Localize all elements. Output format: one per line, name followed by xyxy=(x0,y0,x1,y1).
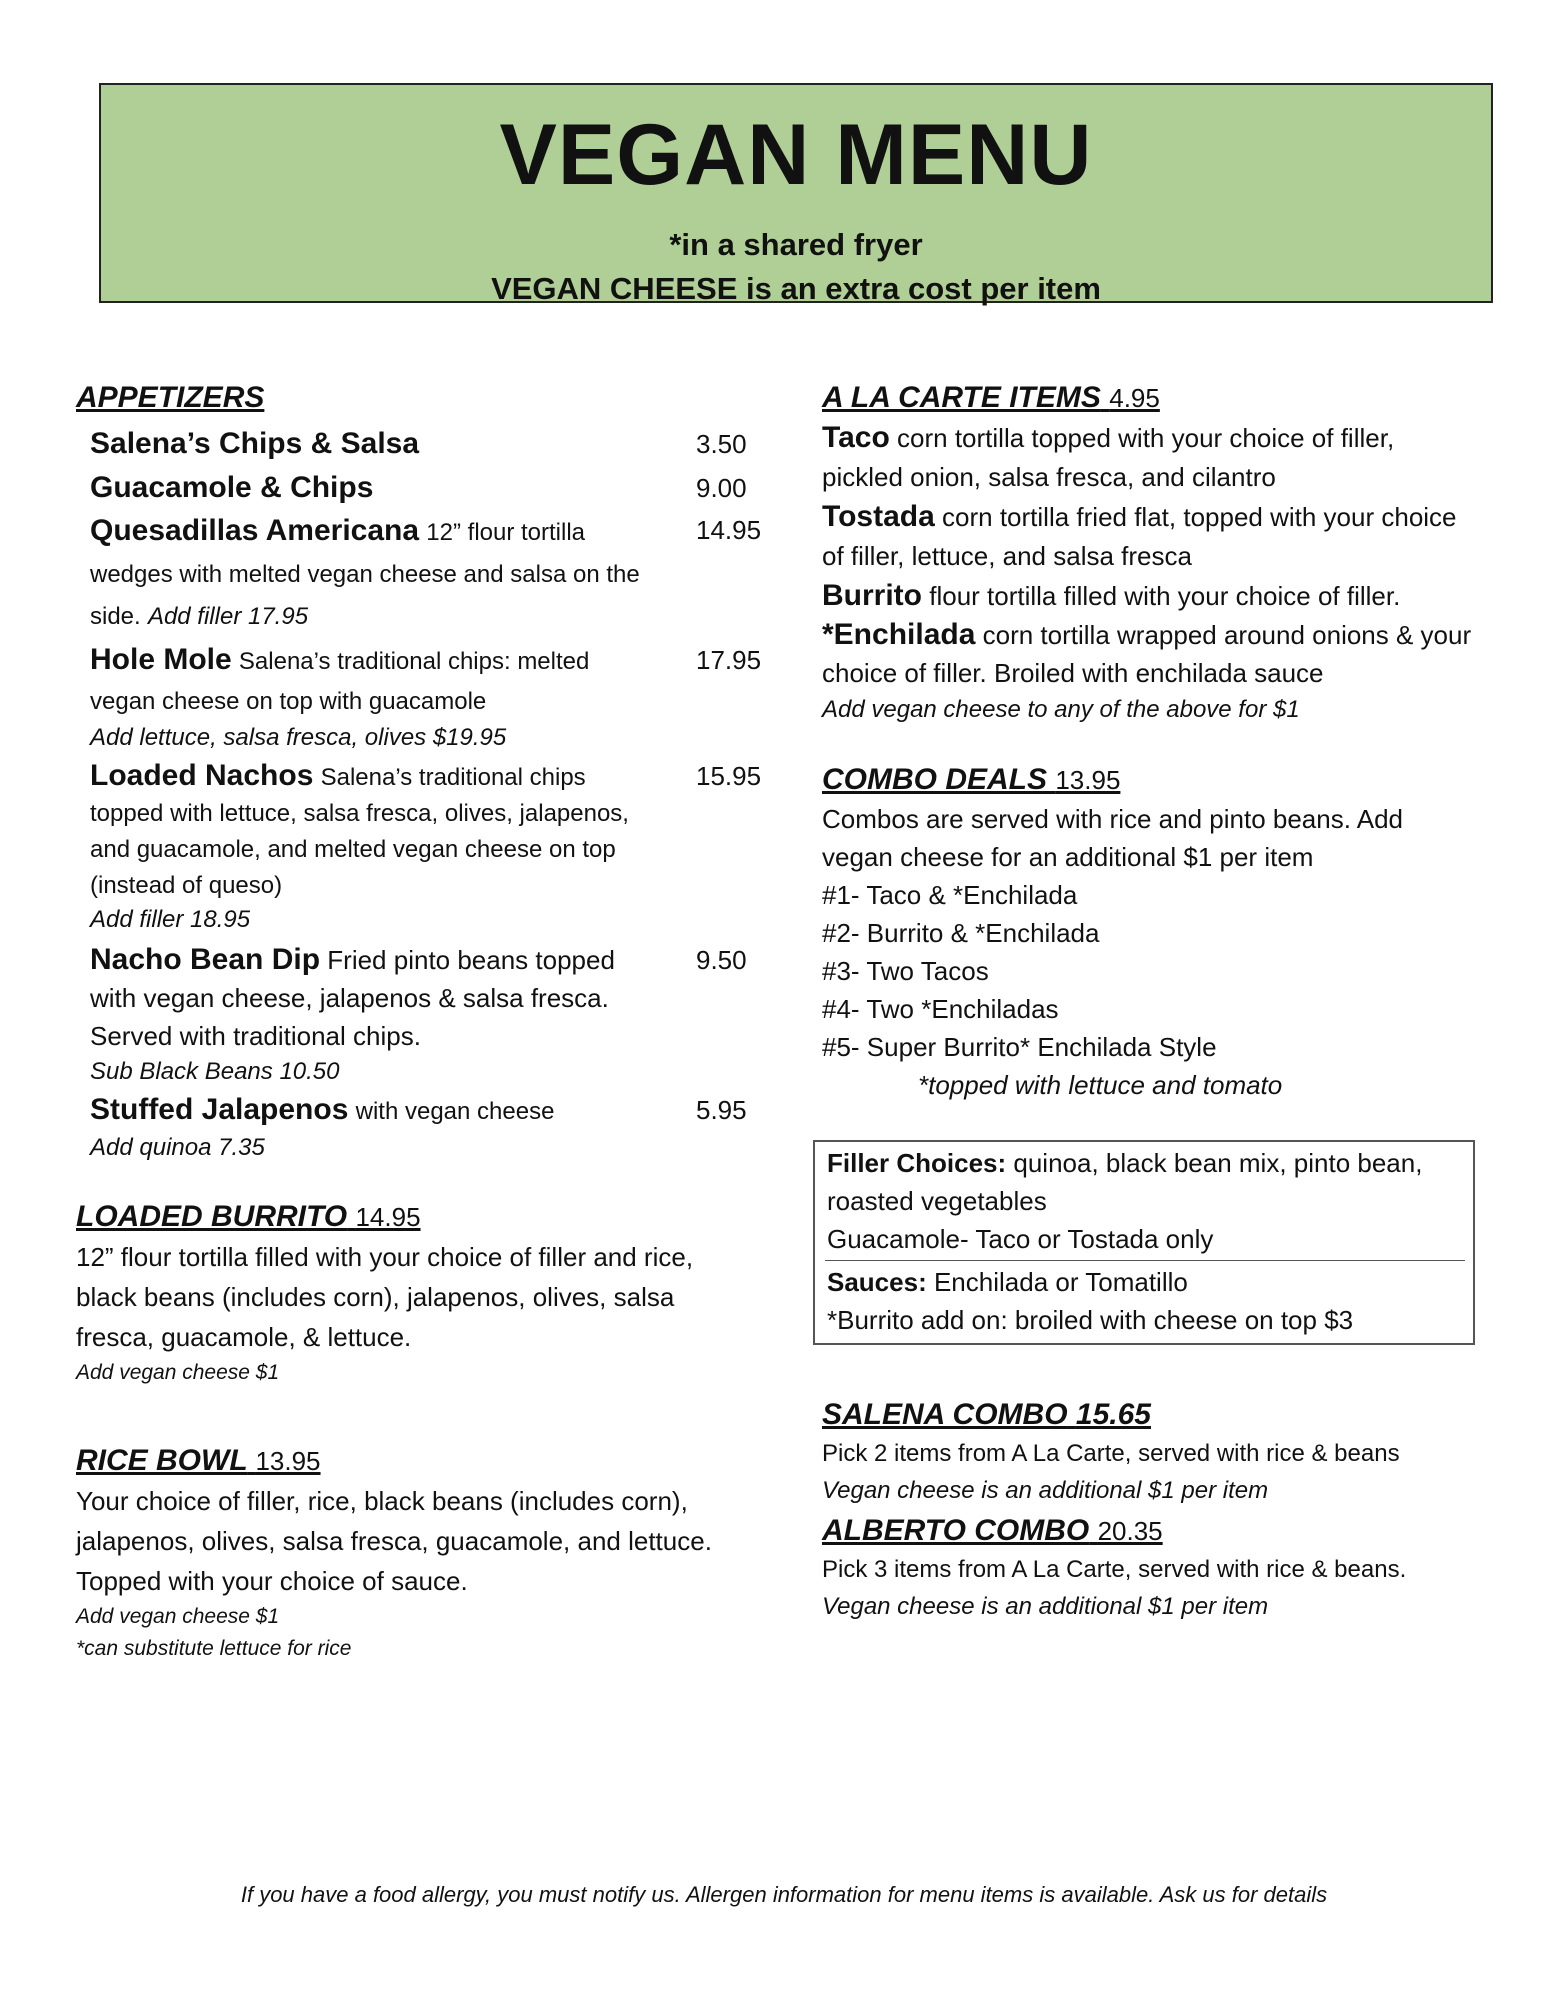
salena-combo-desc: Pick 2 items from A La Carte, served with rice & beans xyxy=(822,1440,1400,1467)
a-la-carte-item: Burrito flour tortilla filled with your choice of filler. xyxy=(822,579,1401,612)
loaded-burrito-desc: 12” flour tortilla filled with your choice of filler and rice, black beans (includes corn), jalapenos, olives, salsa fresca, guacamole, & lettuce. xyxy=(76,1242,694,1352)
salena-combo-heading: SALENA COMBO 15.65 xyxy=(822,1398,1151,1431)
rice-bowl-desc: Your choice of filler, rice, black beans (includes corn), jalapenos, olives, salsa fresca, guacamole, and lettuce. Topped with your choice of sauce. xyxy=(76,1486,712,1596)
section-price: 20.35 xyxy=(1097,1516,1163,1546)
a-la-carte-item: Taco corn tortilla topped with your choice of filler, pickled onion, salsa fresca, and cilantro xyxy=(822,421,1395,492)
sauce-choices: Sauces: Enchilada or Tomatillo xyxy=(827,1267,1188,1297)
combo-item: #1- Taco & *Enchilada xyxy=(822,880,1078,910)
item-price: 9.00 xyxy=(696,473,747,503)
combo-item: #5- Super Burrito* Enchilada Style xyxy=(822,1032,1217,1062)
allergy-footer: If you have a food allergy, you must notify us. Allergen information for menu items is available. Ask us for details xyxy=(240,1882,1328,1907)
menu-item: Loaded Nachos Salena’s traditional chips topped with lettuce, salsa fresca, olives, jalapenos, and guacamole, and melted vegan cheese on top (instead of queso) Add filler 18.95 15.95 xyxy=(76,759,766,937)
item-price: 9.50 xyxy=(696,945,747,975)
rice-bowl-substitute-note: *can substitute lettuce for rice xyxy=(76,1637,352,1660)
section-price: 13.95 xyxy=(255,1446,321,1476)
salena-combo-section xyxy=(822,1395,1472,1509)
menu-item: Salena’s Chips & Salsa 3.50 xyxy=(76,422,766,466)
item-price: 14.95 xyxy=(696,515,762,545)
menu-title: VEGAN MENU xyxy=(499,107,1093,203)
alberto-combo-desc: Pick 3 items from A La Carte, served with rice & beans. xyxy=(822,1556,1407,1583)
item-addon: Add quinoa 7.35 xyxy=(90,1134,265,1161)
a-la-carte-addon: Add vegan cheese to any of the above for $1 xyxy=(822,696,1300,723)
menu-item: Stuffed Jalapenos with vegan cheese Add quinoa 7.35 5.95 xyxy=(76,1091,766,1165)
item-addon: Add filler 18.95 xyxy=(90,906,251,933)
box-divider xyxy=(825,1260,1465,1261)
menu-item: Quesadillas Americana 12” flour tortilla wedges with melted vegan cheese and salsa on the side. Add filler 17.95 14.95 xyxy=(76,510,766,637)
item-price: 17.95 xyxy=(696,645,762,675)
menu-item: Guacamole & Chips 9.00 xyxy=(76,466,766,510)
combo-item: #3- Two Tacos xyxy=(822,956,989,986)
item-price: 15.95 xyxy=(696,761,762,791)
loaded-burrito-section xyxy=(76,1197,766,1389)
appetizers-section xyxy=(76,378,766,1165)
filler-choices: Filler Choices: quinoa, black bean mix, pinto bean, roasted vegetables xyxy=(827,1148,1423,1216)
combo-deals-section xyxy=(822,760,1472,1104)
burrito-addon: *Burrito add on: broiled with cheese on top $3 xyxy=(827,1305,1354,1335)
combo-item: #4- Two *Enchiladas xyxy=(822,994,1059,1024)
combo-deals-desc: Combos are served with rice and pinto beans. Add vegan cheese for an additional $1 per item xyxy=(822,804,1404,872)
appetizers-heading: APPETIZERS xyxy=(76,381,265,414)
menu-header-banner xyxy=(99,83,1493,306)
section-price: 15.65 xyxy=(1075,1398,1151,1431)
rice-bowl-section xyxy=(76,1441,766,1665)
item-addon: Add filler 17.95 xyxy=(147,603,309,630)
menu-item: Hole Mole Salena’s traditional chips: melted vegan cheese on top with guacamole Add lettuce, salsa fresca, olives $19.95 17.95 xyxy=(76,641,766,755)
section-price: 4.95 xyxy=(1109,383,1160,413)
a-la-carte-item: Tostada corn tortilla fried flat, topped with your choice of filler, lettuce, and salsa fresca xyxy=(822,500,1457,571)
a-la-carte-heading: A LA CARTE ITEMS 4.95 xyxy=(822,381,1160,414)
shared-fryer-note: *in a shared fryer xyxy=(669,227,923,262)
left-column xyxy=(76,378,766,1665)
menu-item: Nacho Bean Dip Fried pinto beans topped with vegan cheese, jalapenos & salsa fresca. Served with traditional chips. Sub Black Beans 10.50 9.50 xyxy=(76,941,766,1089)
item-price: 5.95 xyxy=(696,1095,747,1125)
right-column xyxy=(822,378,1472,1625)
item-addon: Add lettuce, salsa fresca, olives $19.95 xyxy=(90,724,507,751)
filler-choices-box xyxy=(813,1140,1475,1345)
salena-combo-note: Vegan cheese is an additional $1 per item xyxy=(822,1477,1269,1504)
guacamole-note: Guacamole- Taco or Tostada only xyxy=(827,1224,1214,1254)
loaded-burrito-heading: LOADED BURRITO 14.95 xyxy=(76,1200,421,1233)
a-la-carte-item: *Enchilada corn tortilla wrapped around onions & your choice of filler. Broiled with enchilada sauce xyxy=(822,618,1472,688)
vegan-cheese-note: VEGAN CHEESE is an extra cost per item xyxy=(491,271,1101,306)
loaded-burrito-addon: Add vegan cheese $1 xyxy=(76,1361,280,1384)
rice-bowl-addon: Add vegan cheese $1 xyxy=(76,1605,280,1628)
alberto-combo-note: Vegan cheese is an additional $1 per item xyxy=(822,1593,1269,1620)
combo-deals-heading: COMBO DEALS 13.95 xyxy=(822,763,1121,796)
combo-topping-note: *topped with lettuce and tomato xyxy=(918,1070,1283,1100)
combo-item: #2- Burrito & *Enchilada xyxy=(822,918,1100,948)
alberto-combo-section xyxy=(822,1511,1472,1625)
item-price: 3.50 xyxy=(696,429,747,459)
a-la-carte-section xyxy=(822,378,1472,728)
rice-bowl-heading: RICE BOWL 13.95 xyxy=(76,1444,321,1477)
section-price: 14.95 xyxy=(355,1202,421,1232)
alberto-combo-heading: ALBERTO COMBO 20.35 xyxy=(822,1514,1163,1547)
item-addon: Sub Black Beans 10.50 xyxy=(90,1058,340,1085)
section-price: 13.95 xyxy=(1055,765,1121,795)
